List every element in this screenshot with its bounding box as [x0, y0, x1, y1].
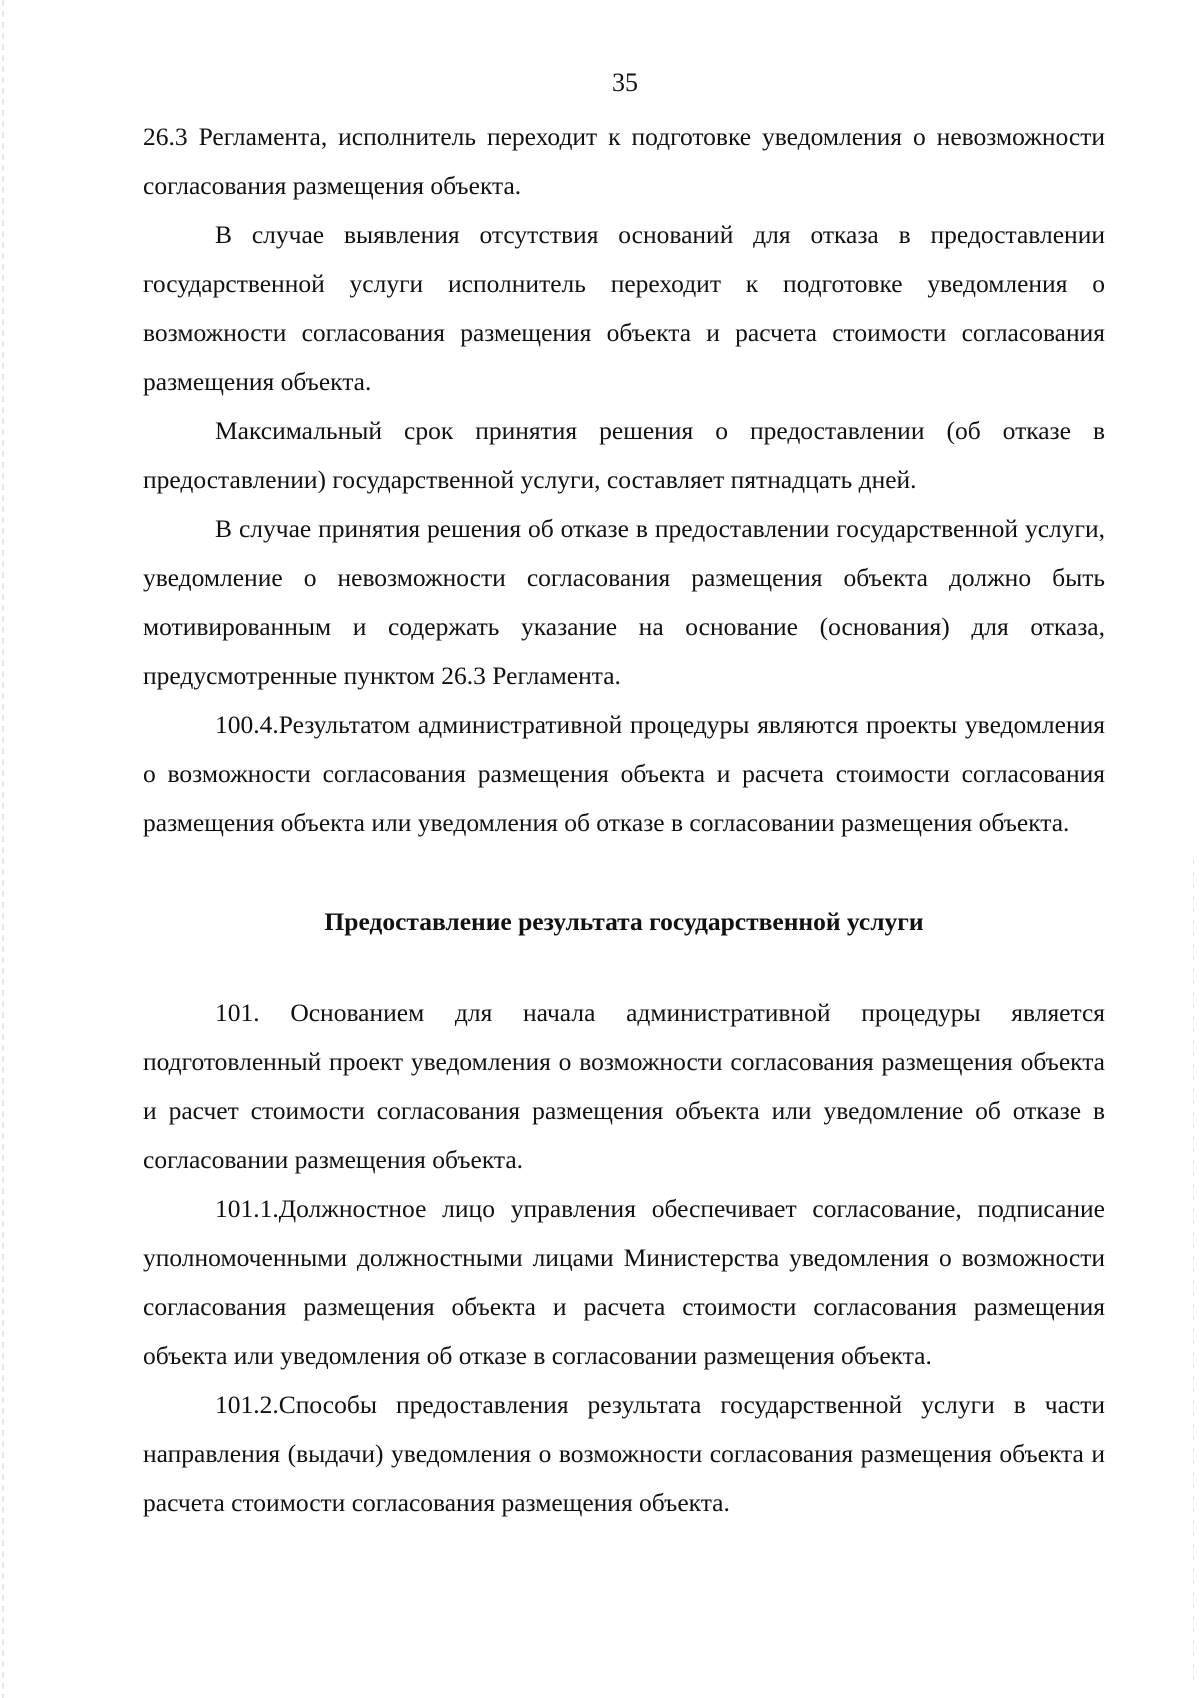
paragraph: 100.4.Результатом административной процедуры являются проекты уведомления о возможности согласования размещения объекта и расчета стоимости согласования размещения объекта или уведомления об отказе в согласовании размещения объекта. — [143, 710, 1105, 837]
paragraph: В случае принятия решения об отказе в предоставлении государственной услуги, уведомление о невозможности согласования размещения объекта должно быть мотивированным и содержать указание на основание (основания) для отказа, предусмотренные пунктом 26.3 Регламента. — [143, 514, 1105, 690]
paragraph: 101.2.Способы предоставления результата государственной услуги в части направления (выдачи) уведомления о возможности согласования размещения объекта и расчета стоимости согласования размещения объекта. — [143, 1390, 1105, 1517]
paragraph: 26.3 Регламента, исполнитель переходит к подготовке уведомления о невозможности согласования размещения объекта. — [143, 122, 1105, 200]
scan-edge-artifact — [1193, 860, 1194, 1680]
paragraph: 101.1.Должностное лицо управления обеспечивает согласование, подписание уполномоченными должностными лицами Министерства уведомления о возможности согласования размещения объекта и расчета стоимости согласования размещения объекта или уведомления об отказе в согласовании размещения объекта. — [143, 1194, 1105, 1370]
paragraph: В случае выявления отсутствия оснований для отказа в предоставлении государственной услуги исполнитель переходит к подготовке уведомления о возможности согласования размещения объекта и расчета стоимости согласования размещения объекта. — [143, 220, 1105, 396]
section-heading: Предоставление результата государственной услуги — [324, 907, 924, 936]
page-number: 35 — [612, 68, 638, 97]
document-body — [143, 112, 1105, 1527]
paragraph: 101. Основанием для начала административной процедуры является подготовленный проект уведомления о возможности согласования размещения объекта и расчет стоимости согласования размещения объекта или уведомление об отказе в согласовании размещения объекта. — [143, 998, 1105, 1174]
scan-edge-artifact — [2, 0, 4, 1698]
paragraph: Максимальный срок принятия решения о предоставлении (об отказе в предоставлении) государственной услуги, составляет пятнадцать дней. — [143, 416, 1105, 494]
